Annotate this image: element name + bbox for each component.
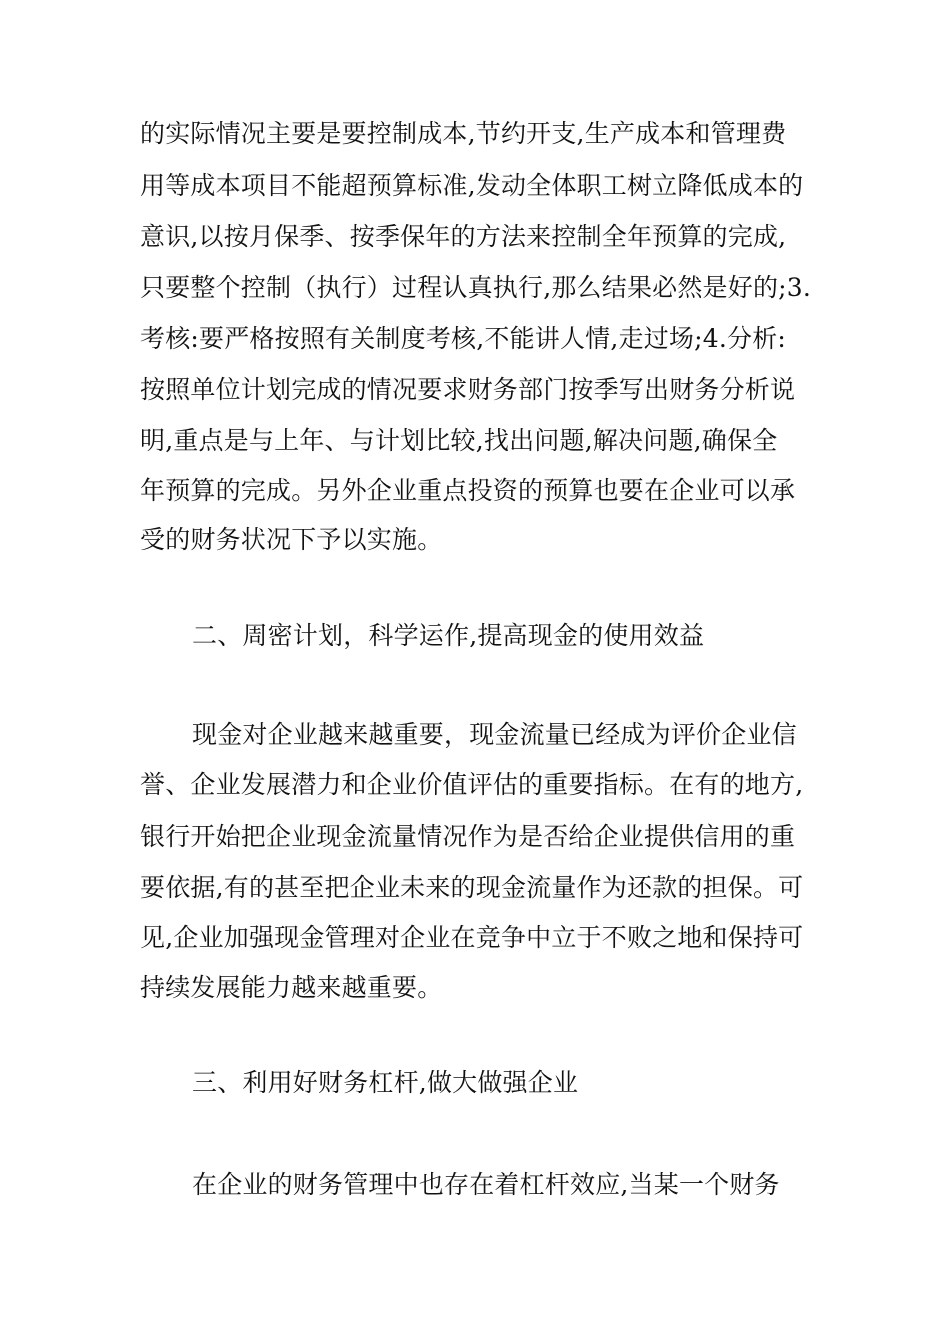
paragraph-1-line-3: 意识,以按月保季、按季保年的方法来控制全年预算的完成,: [140, 222, 787, 251]
section-heading-2: 二、周密计划，科学运作,提高现金的使用效益: [192, 621, 705, 650]
section-heading-3: 三、利用好财务杠杆,做大做强企业: [192, 1068, 579, 1097]
paragraph-2-line-4: 要依据,有的甚至把企业未来的现金流量作为还款的担保。可: [140, 873, 804, 902]
paragraph-2-line-2: 誉、企业发展潜力和企业价值评估的重要指标。在有的地方,: [140, 770, 804, 799]
paragraph-1-line-4: 只要整个控制（执行）过程认真执行,那么结果必然是好的;3.: [140, 273, 812, 302]
paragraph-1-line-5: 考核:要严格按照有关制度考核,不能讲人情,走过场;4.分析:: [140, 324, 787, 353]
paragraph-3-line-1: 在企业的财务管理中也存在着杠杆效应,当某一个财务: [192, 1170, 780, 1199]
paragraph-2-line-3: 银行开始把企业现金流量情况作为是否给企业提供信用的重: [140, 822, 796, 851]
paragraph-1-line-9: 受的财务状况下予以实施。: [140, 525, 443, 554]
paragraph-1-line-2: 用等成本项目不能超预算标准,发动全体职工树立降低成本的: [140, 171, 804, 200]
paragraph-2-line-5: 见,企业加强现金管理对企业在竞争中立于不败之地和保持可: [140, 923, 804, 952]
paragraph-2-line-1: 现金对企业越来越重要，现金流量已经成为评价企业信: [192, 720, 797, 749]
paragraph-1-line-8: 年预算的完成。另外企业重点投资的预算也要在企业可以承: [140, 476, 796, 505]
paragraph-1-line-6: 按照单位计划完成的情况要求财务部门按季写出财务分析说: [140, 375, 796, 404]
paragraph-1-line-7: 明,重点是与上年、与计划比较,找出问题,解决问题,确保全: [140, 426, 778, 455]
paragraph-2-line-6: 持续发展能力越来越重要。: [140, 973, 443, 1002]
paragraph-1-line-1: 的实际情况主要是要控制成本,节约开支,生产成本和管理费: [140, 119, 787, 148]
